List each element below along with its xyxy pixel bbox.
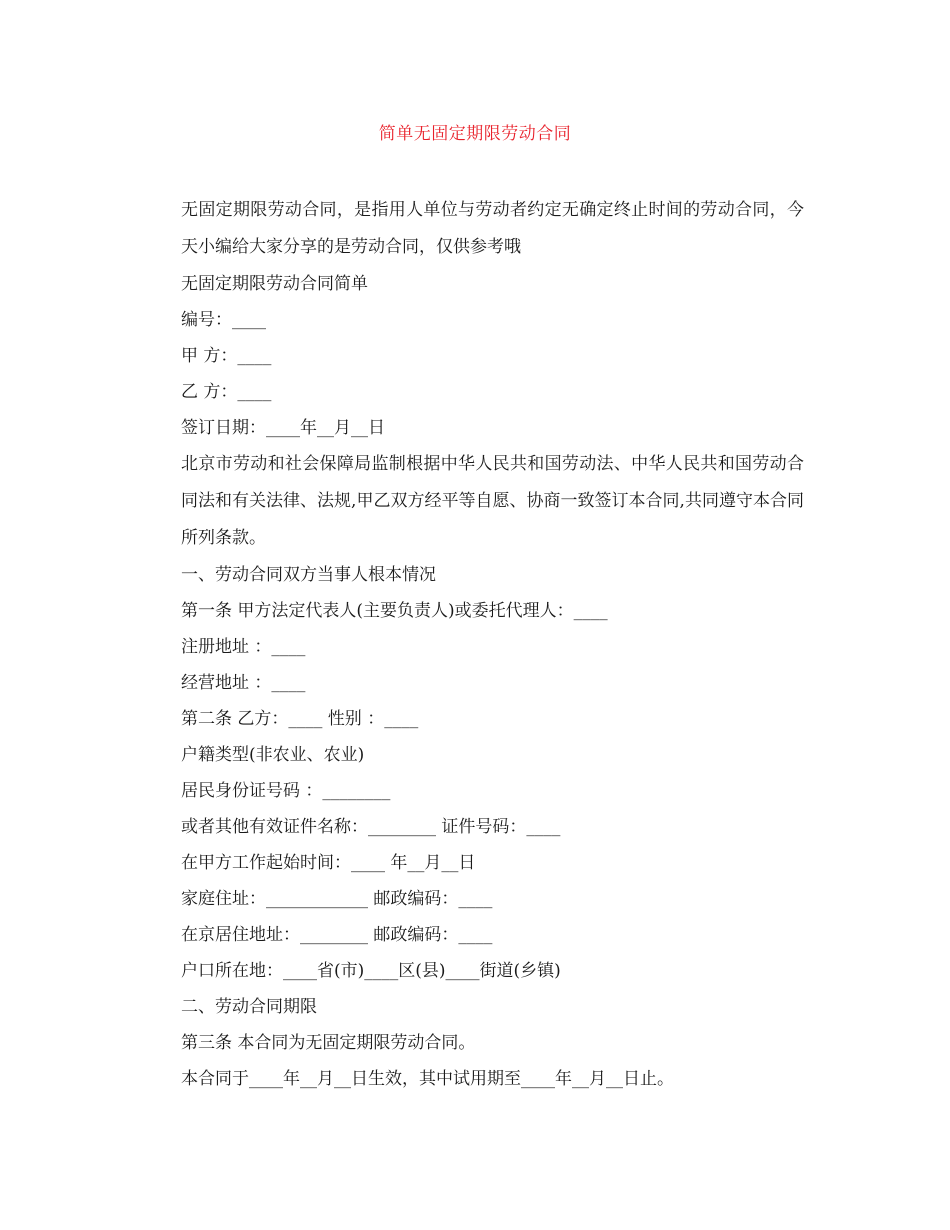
hukou-line: 户口所在地：____省(市)____区(县)____街道(乡镇) (181, 961, 561, 981)
article-line: 第三条 本合同为无固定期限劳动合同。 (181, 1033, 476, 1053)
article-line: 第二条 乙方：____ 性别 ：____ (181, 709, 419, 729)
id-number-line: 居民身份证号码 ：________ (181, 781, 391, 801)
intro-paragraph: 无固定期限劳动合同，是指用人单位与劳动者约定无确定终止时间的劳动合同，今天小编给大家分享的是劳动合同，仅供参考哦 (181, 200, 804, 257)
party-a-line: 甲 方：____ (181, 346, 272, 366)
household-type-line: 户籍类型(非农业、农业) (181, 745, 365, 765)
start-date-line: 在甲方工作起始时间：____ 年__月__日 (181, 853, 476, 873)
document-title: 简单无固定期限劳动合同 (378, 124, 572, 144)
signing-date-line: 签订日期：____年__月__日 (181, 418, 385, 438)
chapter-heading: 一、劳动合同双方当事人根本情况 (181, 565, 436, 585)
effective-date-line: 本合同于____年__月__日生效，其中试用期至____年__月__日止。 (181, 1069, 674, 1089)
home-address-line: 家庭住址：____________ 邮政编码：____ (181, 889, 493, 909)
business-address-line: 经营地址 ：____ (181, 673, 306, 693)
preamble-paragraph: 北京市劳动和社会保障局监制根据中华人民共和国劳动法、中华人民共和国劳动合同法和有关法律、法规,甲乙双方经平等自愿、协商一致签订本合同,共同遵守本合同所列条款。 (181, 454, 804, 548)
registered-address-line: 注册地址 ：____ (181, 637, 306, 657)
contract-number-line: 编号：____ (181, 310, 266, 330)
party-b-line: 乙 方：____ (181, 382, 272, 402)
chapter-heading: 二、劳动合同期限 (181, 997, 317, 1017)
article-line: 第一条 甲方法定代表人(主要负责人)或委托代理人：____ (181, 601, 608, 621)
other-id-line: 或者其他有效证件名称：________ 证件号码：____ (181, 817, 561, 837)
document-body (144, 192, 804, 1097)
beijing-address-line: 在京居住地址：________ 邮政编码：____ (181, 925, 493, 945)
section-heading: 无固定期限劳动合同简单 (181, 274, 368, 294)
